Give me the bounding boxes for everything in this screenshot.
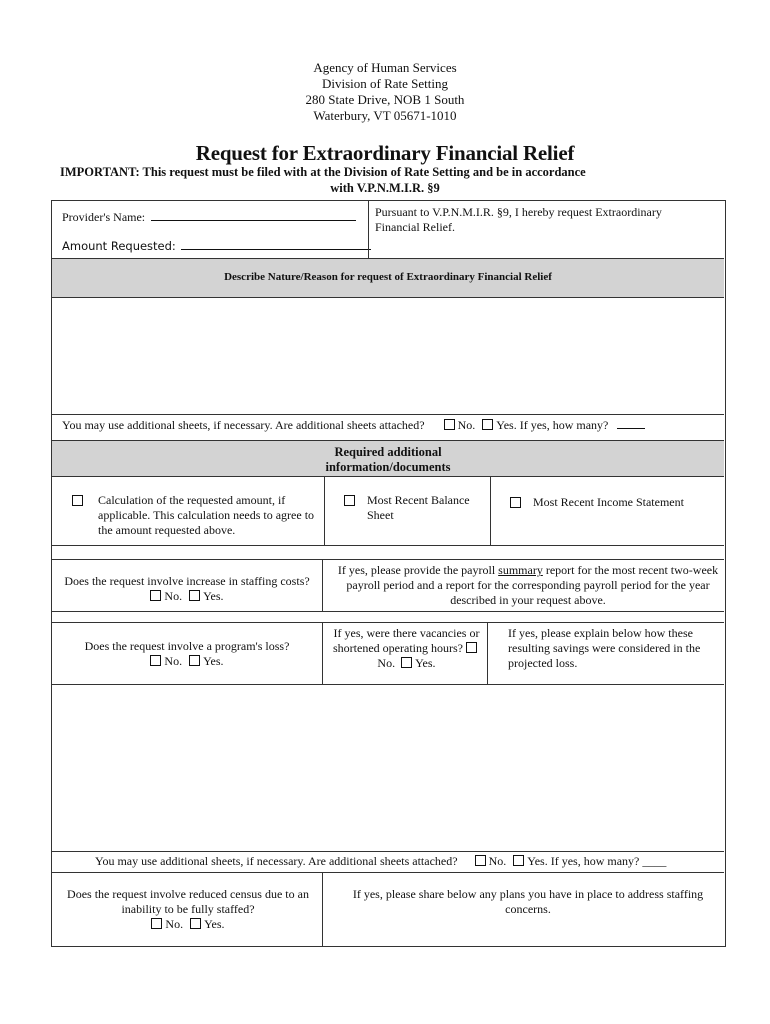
vacancies-no-checkbox[interactable] bbox=[466, 642, 477, 653]
agency-name: Agency of Human Services bbox=[313, 60, 457, 75]
divider bbox=[52, 476, 724, 477]
additional-sheets-2-no-label: No. bbox=[488, 854, 507, 868]
important-notice-line-2: with V.P.N.M.I.R. §9 bbox=[330, 181, 440, 195]
census-yes-label: Yes. bbox=[204, 917, 225, 931]
staffing-question: Does the request involve increase in staffing costs? bbox=[64, 574, 310, 588]
divider bbox=[368, 201, 369, 258]
census-question: Does the request involve reduced census due to an inability to be fully staffed? bbox=[67, 887, 309, 916]
divider bbox=[52, 872, 724, 873]
calc-document-checkbox[interactable] bbox=[72, 495, 83, 506]
amount-requested-row bbox=[62, 239, 372, 253]
divider bbox=[324, 477, 325, 545]
program-loss-no-checkbox[interactable] bbox=[150, 655, 161, 666]
additional-sheets-text: You may use additional sheets, if necessary. Are additional sheets attached? bbox=[95, 854, 458, 868]
pursuant-statement: Pursuant to V.P.N.M.I.R. §9, I hereby request Extraordinary Financial Relief. bbox=[375, 205, 662, 234]
census-question-block bbox=[54, 887, 322, 932]
amount-requested-field[interactable] bbox=[181, 239, 371, 250]
required-header-line-2: information/documents bbox=[325, 460, 451, 474]
divider bbox=[322, 622, 323, 684]
savings-explanation-textarea[interactable] bbox=[54, 687, 722, 849]
divider bbox=[52, 258, 724, 259]
staffing-instruction-text: If yes, please provide the payroll bbox=[337, 563, 499, 577]
vacancies-block bbox=[329, 626, 484, 671]
balance-sheet-label: Most Recent Balance Sheet bbox=[367, 493, 470, 522]
income-statement-label: Most Recent Income Statement bbox=[533, 495, 684, 509]
divider bbox=[490, 477, 491, 545]
provider-name-field[interactable] bbox=[151, 210, 356, 221]
staffing-instruction-text: report for the most recent two-week payroll period and a report for the corresponding payroll period for the year described in your request above. bbox=[346, 563, 719, 607]
vacancies-yes-checkbox[interactable] bbox=[401, 657, 412, 668]
additional-sheets-no-checkbox[interactable] bbox=[444, 419, 455, 430]
staffing-no-checkbox[interactable] bbox=[150, 590, 161, 601]
balance-sheet-item bbox=[344, 493, 484, 523]
describe-header: Describe Nature/Reason for request of Extraordinary Financial Relief bbox=[224, 271, 552, 283]
divider bbox=[52, 622, 724, 623]
divider bbox=[52, 684, 724, 685]
program-loss-yes-checkbox[interactable] bbox=[189, 655, 200, 666]
important-notice-line-1: IMPORTANT: This request must be filed with at the Division of Rate Setting and be in accordance bbox=[60, 165, 586, 179]
divider bbox=[52, 545, 724, 546]
divider bbox=[52, 851, 724, 852]
census-no-label: No. bbox=[165, 917, 184, 931]
staffing-yes-label: Yes. bbox=[203, 589, 224, 603]
income-statement-item bbox=[510, 495, 720, 510]
divider bbox=[322, 559, 323, 611]
vacancies-question: If yes, were there vacancies or shortened operating hours? bbox=[333, 626, 480, 655]
address-line-2: Waterbury, VT 05671-1010 bbox=[313, 108, 457, 123]
program-loss-yes-label: Yes. bbox=[203, 654, 224, 668]
additional-sheets-no-label: No. bbox=[457, 418, 476, 432]
divider bbox=[52, 559, 724, 560]
additional-sheets-count-field[interactable] bbox=[617, 420, 645, 429]
amount-requested-label: Amount Requested: bbox=[62, 239, 176, 253]
program-loss-no-label: No. bbox=[164, 654, 183, 668]
income-statement-checkbox[interactable] bbox=[510, 497, 521, 508]
describe-reason-textarea[interactable] bbox=[54, 299, 722, 413]
address-line-1: 280 State Drive, NOB 1 South bbox=[305, 92, 465, 107]
provider-name-label: Provider's Name: bbox=[62, 210, 146, 224]
additional-sheets-yes-checkbox[interactable] bbox=[482, 419, 493, 430]
additional-sheets-2-no-checkbox[interactable] bbox=[475, 855, 486, 866]
savings-explanation-prompt: If yes, please explain below how these resulting savings were considered in the projected loss. bbox=[508, 626, 701, 670]
census-plans-prompt: If yes, please share below any plans you have in place to address staffing concerns. bbox=[352, 887, 704, 916]
divider bbox=[322, 872, 323, 946]
staffing-yes-checkbox[interactable] bbox=[189, 590, 200, 601]
divider bbox=[52, 414, 724, 415]
additional-sheets-2-yes-label: Yes. If yes, how many? ____ bbox=[527, 854, 667, 868]
required-header bbox=[52, 445, 724, 475]
census-yes-checkbox[interactable] bbox=[190, 918, 201, 929]
additional-sheets-yes-label: Yes. If yes, how many? bbox=[496, 418, 609, 432]
additional-sheets-row-1 bbox=[62, 418, 722, 433]
vacancies-no-label: No. bbox=[377, 656, 396, 670]
census-no-checkbox[interactable] bbox=[151, 918, 162, 929]
request-form bbox=[51, 200, 726, 947]
calc-document-item bbox=[72, 493, 322, 538]
staffing-instruction bbox=[335, 563, 721, 608]
balance-sheet-checkbox[interactable] bbox=[344, 495, 355, 506]
form-title: Request for Extraordinary Financial Relief bbox=[195, 141, 575, 165]
program-loss-question: Does the request involve a program's loss? bbox=[84, 639, 290, 653]
divider bbox=[52, 297, 724, 298]
program-loss-question-block bbox=[52, 639, 322, 669]
provider-name-row bbox=[62, 210, 372, 225]
divider bbox=[52, 611, 724, 612]
staffing-question-block bbox=[52, 574, 322, 604]
calc-document-label: Calculation of the requested amount, if applicable. This calculation needs to agree to the amount requested above. bbox=[98, 493, 315, 537]
vacancies-yes-label: Yes. bbox=[415, 656, 436, 670]
staffing-instruction-underlined: summary bbox=[498, 563, 543, 577]
additional-sheets-text: You may use additional sheets, if necessary. Are additional sheets attached? bbox=[62, 418, 425, 432]
staffing-no-label: No. bbox=[164, 589, 183, 603]
required-header-line-1: Required additional bbox=[334, 445, 442, 459]
division-name: Division of Rate Setting bbox=[321, 76, 449, 91]
divider bbox=[487, 622, 488, 684]
additional-sheets-2-yes-checkbox[interactable] bbox=[513, 855, 524, 866]
additional-sheets-row-2 bbox=[95, 854, 725, 869]
